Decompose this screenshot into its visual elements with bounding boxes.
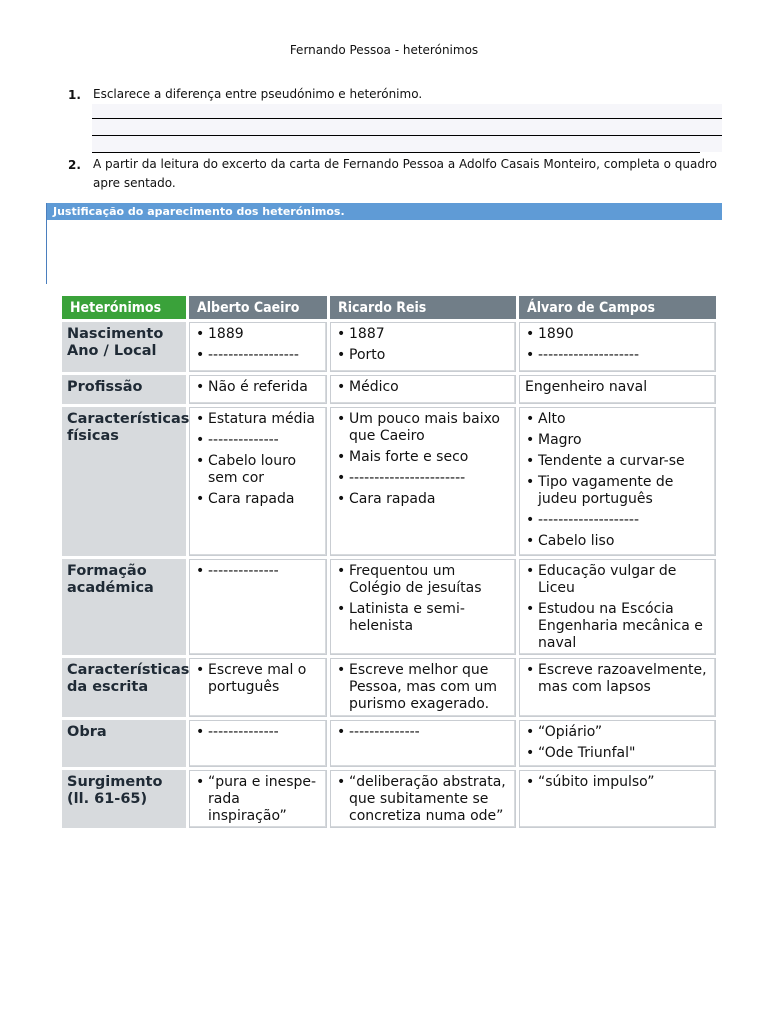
list-item: • ------------------ <box>195 347 321 364</box>
table-row <box>62 559 716 655</box>
header-alberto-caeiro: Alberto Caeiro <box>189 296 327 319</box>
list-item: • Escreve melhor que Pessoa, mas com um purismo exagerado. <box>336 662 510 713</box>
table-row <box>62 770 716 828</box>
list-item: • “Opiário” <box>525 724 710 741</box>
answer-area-background <box>92 104 722 152</box>
answer-line-3[interactable] <box>92 152 700 153</box>
list-item: • Tendente a curvar-se <box>525 453 710 470</box>
list-item: • Cara rapada <box>195 491 321 508</box>
list-item: • Tipo vagamente de judeu português <box>525 474 710 508</box>
list-item: • 1889 <box>195 326 321 343</box>
justification-header: Justificação do aparecimento dos heterónimos. <box>47 203 722 220</box>
list-item: • -------------- <box>336 724 510 741</box>
table-cell <box>330 407 516 556</box>
table-cell <box>519 720 716 767</box>
row-label-caracteristicas-escrita: Características da escrita <box>62 658 186 717</box>
table-cell <box>189 770 327 828</box>
table-cell <box>519 559 716 655</box>
list-item: • 1890 <box>525 326 710 343</box>
question-1-text: Esclarece a diferença entre pseudónimo e heterónimo. <box>93 87 423 101</box>
table-row <box>62 375 716 404</box>
list-item: • “Ode Triunfal" <box>525 745 710 762</box>
list-item: • -------------------- <box>525 347 710 364</box>
table-cell <box>189 658 327 717</box>
list-item: • ----------------------- <box>336 470 510 487</box>
list-item: • 1887 <box>336 326 510 343</box>
list-item: • Estudou na Escócia Engenharia mecânica e naval <box>525 601 710 652</box>
list-item: • Não é referida <box>195 379 321 396</box>
row-label-caracteristicas-fisicas: Características físicas <box>62 407 186 556</box>
list-item: • Cara rapada <box>336 491 510 508</box>
table-header-row <box>62 296 716 319</box>
justification-box <box>46 203 722 284</box>
header-alvaro-de-campos: Álvaro de Campos <box>519 296 716 319</box>
list-item: • -------------- <box>195 724 321 741</box>
table-row <box>62 322 716 372</box>
list-item: • Mais forte e seco <box>336 449 510 466</box>
header-ricardo-reis: Ricardo Reis <box>330 296 516 319</box>
question-2-text: A partir da leitura do excerto da carta de Fernando Pessoa a Adolfo Casais Monteiro, completa o quadro apre sentado. <box>93 157 717 190</box>
table-cell <box>330 770 516 828</box>
table-cell <box>330 720 516 767</box>
table-row <box>62 407 716 556</box>
table-cell <box>519 322 716 372</box>
list-item: • Latinista e semi-helenista <box>336 601 510 635</box>
list-item: • Cabelo liso <box>525 533 710 550</box>
question-2-number: 2. <box>68 158 81 172</box>
list-item: • -------------- <box>195 432 321 449</box>
answer-line-1[interactable] <box>92 118 722 119</box>
table-cell <box>189 559 327 655</box>
list-item: • Escreve razoavelmente, mas com lapsos <box>525 662 710 696</box>
table-row <box>62 658 716 717</box>
table-row <box>62 720 716 767</box>
table-cell <box>330 658 516 717</box>
list-item: • Um pouco mais baixo que Caeiro <box>336 411 510 445</box>
list-item: • “pura e inespe- rada inspiração” <box>195 774 321 825</box>
list-item: • Porto <box>336 347 510 364</box>
table-cell <box>519 770 716 828</box>
page-title: Fernando Pessoa - heterónimos <box>289 43 479 57</box>
list-item: • Estatura média <box>195 411 321 428</box>
row-label-obra: Obra <box>62 720 186 767</box>
list-item: • Médico <box>336 379 510 396</box>
list-item: • Cabelo louro sem cor <box>195 453 321 487</box>
list-item: • “deliberação abstrata, que subitamente se concretiza numa ode” <box>336 774 510 825</box>
row-label-surgimento: Surgimento (ll. 61-65) <box>62 770 186 828</box>
list-item: • Escreve mal o português <box>195 662 321 696</box>
question-1-number: 1. <box>68 88 81 102</box>
list-item: • Frequentou um Colégio de jesuítas <box>336 563 510 597</box>
header-heteronimos: Heterónimos <box>62 296 186 319</box>
table-cell <box>189 407 327 556</box>
answer-line-2[interactable] <box>92 135 722 136</box>
table-cell <box>519 407 716 556</box>
table-cell <box>330 322 516 372</box>
list-item: • -------------- <box>195 563 321 580</box>
table-cell <box>330 375 516 404</box>
justification-answer-field[interactable] <box>47 220 722 284</box>
row-label-formacao-academica: Formação académica <box>62 559 186 655</box>
table-cell <box>189 375 327 404</box>
table-cell <box>189 720 327 767</box>
row-label-profissao: Profissão <box>62 375 186 404</box>
list-item: • Magro <box>525 432 710 449</box>
list-item: • Educação vulgar de Liceu <box>525 563 710 597</box>
list-item: • “súbito impulso” <box>525 774 710 791</box>
table-cell <box>330 559 516 655</box>
list-item: • Alto <box>525 411 710 428</box>
table-cell <box>519 658 716 717</box>
list-item: • -------------------- <box>525 512 710 529</box>
heteronyms-table <box>59 293 719 831</box>
table-cell <box>189 322 327 372</box>
list-item: Engenheiro naval <box>525 379 648 395</box>
row-label-nascimento: Nascimento Ano / Local <box>62 322 186 372</box>
table-cell <box>519 375 716 404</box>
